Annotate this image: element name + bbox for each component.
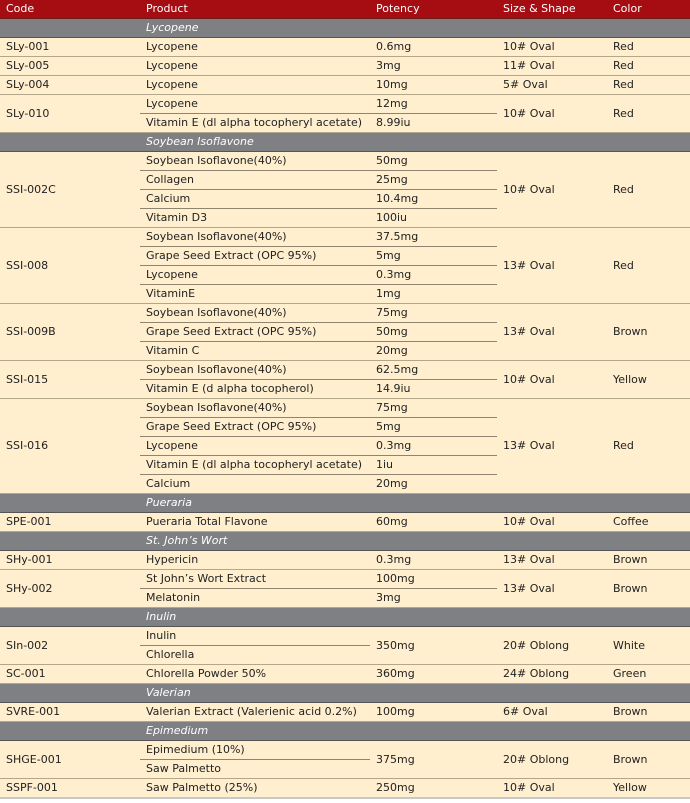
size-shape-cell: 10# Oval [497, 95, 607, 133]
table-row [0, 399, 690, 418]
group-spacer [0, 608, 140, 627]
header-product: Product [140, 0, 370, 19]
product-cell: Pueraria Total Flavone [140, 513, 370, 532]
potency-cell: 250mg [370, 779, 497, 799]
product-cell: St John’s Wort Extract [140, 570, 370, 589]
potency-cell: 360mg [370, 665, 497, 684]
table-body [0, 19, 690, 799]
table-row [0, 513, 690, 532]
product-cell: Lycopene [140, 57, 370, 76]
potency-cell: 350mg [370, 627, 497, 665]
product-cell: Collagen [140, 171, 370, 190]
potency-cell: 1mg [370, 285, 497, 304]
code-cell: SHGE-001 [0, 741, 140, 779]
product-cell: Soybean Isoflavone(40%) [140, 399, 370, 418]
product-cell: Grape Seed Extract (OPC 95%) [140, 247, 370, 266]
potency-cell: 0.3mg [370, 437, 497, 456]
color-cell: Brown [607, 304, 690, 361]
header-size-shape: Size & Shape [497, 0, 607, 19]
potency-cell: 1iu [370, 456, 497, 475]
color-cell: Yellow [607, 779, 690, 799]
product-cell: Grape Seed Extract (OPC 95%) [140, 418, 370, 437]
table-row [0, 228, 690, 247]
table-row [0, 38, 690, 57]
product-cell: Calcium [140, 475, 370, 494]
product-cell: Chlorella [140, 646, 370, 665]
size-shape-cell: 13# Oval [497, 570, 607, 608]
product-cell: Lycopene [140, 38, 370, 57]
potency-cell: 3mg [370, 57, 497, 76]
product-cell: Epimedium (10%) [140, 741, 370, 760]
potency-cell: 3mg [370, 589, 497, 608]
table-row [0, 361, 690, 380]
potency-cell: 20mg [370, 475, 497, 494]
product-cell: Vitamin C [140, 342, 370, 361]
table-row [0, 304, 690, 323]
product-cell: Vitamin E (d alpha tocopherol) [140, 380, 370, 399]
potency-cell: 5mg [370, 247, 497, 266]
group-name: Inulin [140, 608, 690, 627]
group-row [0, 608, 690, 627]
group-name: Pueraria [140, 494, 690, 513]
group-spacer [0, 494, 140, 513]
table-row [0, 703, 690, 722]
product-cell: Lycopene [140, 266, 370, 285]
group-name: Epimedium [140, 722, 690, 741]
product-cell: Chlorella Powder 50% [140, 665, 370, 684]
product-cell: Hypericin [140, 551, 370, 570]
code-cell: SLy-005 [0, 57, 140, 76]
product-cell: Vitamin E (dl alpha tocopheryl acetate) [140, 114, 370, 133]
table-row [0, 741, 690, 760]
color-cell: Brown [607, 741, 690, 779]
header-code: Code [0, 0, 140, 19]
size-shape-cell: 13# Oval [497, 304, 607, 361]
product-cell: Valerian Extract (Valerienic acid 0.2%) [140, 703, 370, 722]
potency-cell: 60mg [370, 513, 497, 532]
size-shape-cell: 5# Oval [497, 76, 607, 95]
potency-cell: 62.5mg [370, 361, 497, 380]
color-cell: Brown [607, 570, 690, 608]
group-row [0, 19, 690, 38]
product-cell: Soybean Isoflavone(40%) [140, 152, 370, 171]
code-cell: SPE-001 [0, 513, 140, 532]
product-cell: Calcium [140, 190, 370, 209]
product-cell: VitaminE [140, 285, 370, 304]
product-cell: Soybean Isoflavone(40%) [140, 228, 370, 247]
potency-cell: 375mg [370, 741, 497, 779]
color-cell: Yellow [607, 361, 690, 399]
product-cell: Inulin [140, 627, 370, 646]
group-spacer [0, 19, 140, 38]
color-cell: Brown [607, 551, 690, 570]
potency-cell: 37.5mg [370, 228, 497, 247]
header-color: Color [607, 0, 690, 19]
code-cell: SLy-010 [0, 95, 140, 133]
potency-cell: 75mg [370, 304, 497, 323]
potency-cell: 25mg [370, 171, 497, 190]
group-row [0, 684, 690, 703]
table-row [0, 152, 690, 171]
group-name: Valerian [140, 684, 690, 703]
header-potency: Potency [370, 0, 497, 19]
code-cell: SSI-016 [0, 399, 140, 494]
table-row [0, 95, 690, 114]
potency-cell: 10.4mg [370, 190, 497, 209]
product-cell: Lycopene [140, 95, 370, 114]
size-shape-cell: 13# Oval [497, 551, 607, 570]
table-row [0, 551, 690, 570]
table-row [0, 627, 690, 646]
table-row [0, 779, 690, 799]
potency-cell: 0.3mg [370, 266, 497, 285]
potency-cell: 100iu [370, 209, 497, 228]
color-cell: Red [607, 76, 690, 95]
product-cell: Saw Palmetto [140, 760, 370, 779]
code-cell: SHy-001 [0, 551, 140, 570]
code-cell: SHy-002 [0, 570, 140, 608]
table-row [0, 570, 690, 589]
group-row [0, 494, 690, 513]
code-cell: SSI-002C [0, 152, 140, 228]
size-shape-cell: 20# Oblong [497, 741, 607, 779]
color-cell: White [607, 627, 690, 665]
color-cell: Red [607, 228, 690, 304]
table-row [0, 57, 690, 76]
group-spacer [0, 532, 140, 551]
potency-cell: 100mg [370, 703, 497, 722]
product-cell: Soybean Isoflavone(40%) [140, 304, 370, 323]
potency-cell: 50mg [370, 323, 497, 342]
product-cell: Lycopene [140, 437, 370, 456]
group-name: Lycopene [140, 19, 690, 38]
product-cell: Saw Palmetto (25%) [140, 779, 370, 799]
product-cell: Melatonin [140, 589, 370, 608]
group-name: St. John’s Wort [140, 532, 690, 551]
color-cell: Coffee [607, 513, 690, 532]
potency-cell: 8.99iu [370, 114, 497, 133]
size-shape-cell: 13# Oval [497, 228, 607, 304]
code-cell: SSI-009B [0, 304, 140, 361]
group-spacer [0, 722, 140, 741]
potency-cell: 0.3mg [370, 551, 497, 570]
group-spacer [0, 133, 140, 152]
table-row [0, 665, 690, 684]
size-shape-cell: 11# Oval [497, 57, 607, 76]
potency-cell: 75mg [370, 399, 497, 418]
code-cell: SSI-015 [0, 361, 140, 399]
product-cell: Soybean Isoflavone(40%) [140, 361, 370, 380]
table-header-row [0, 0, 690, 19]
potency-cell: 50mg [370, 152, 497, 171]
potency-cell: 0.6mg [370, 38, 497, 57]
size-shape-cell: 24# Oblong [497, 665, 607, 684]
color-cell: Red [607, 57, 690, 76]
product-cell: Lycopene [140, 76, 370, 95]
size-shape-cell: 10# Oval [497, 152, 607, 228]
potency-cell: 100mg [370, 570, 497, 589]
code-cell: SLy-004 [0, 76, 140, 95]
code-cell: SIn-002 [0, 627, 140, 665]
potency-cell: 20mg [370, 342, 497, 361]
product-cell: Vitamin D3 [140, 209, 370, 228]
color-cell: Red [607, 38, 690, 57]
size-shape-cell: 10# Oval [497, 779, 607, 799]
code-cell: SLy-001 [0, 38, 140, 57]
size-shape-cell: 10# Oval [497, 361, 607, 399]
group-spacer [0, 684, 140, 703]
color-cell: Red [607, 399, 690, 494]
code-cell: SSPF-001 [0, 779, 140, 799]
size-shape-cell: 10# Oval [497, 513, 607, 532]
color-cell: Red [607, 95, 690, 133]
size-shape-cell: 10# Oval [497, 38, 607, 57]
color-cell: Red [607, 152, 690, 228]
group-row [0, 133, 690, 152]
code-cell: SSI-008 [0, 228, 140, 304]
size-shape-cell: 6# Oval [497, 703, 607, 722]
product-cell: Grape Seed Extract (OPC 95%) [140, 323, 370, 342]
potency-cell: 14.9iu [370, 380, 497, 399]
code-cell: SC-001 [0, 665, 140, 684]
group-name: Soybean Isoflavone [140, 133, 690, 152]
group-row [0, 722, 690, 741]
product-cell: Vitamin E (dl alpha tocopheryl acetate) [140, 456, 370, 475]
code-cell: SVRE-001 [0, 703, 140, 722]
potency-cell: 5mg [370, 418, 497, 437]
potency-cell: 12mg [370, 95, 497, 114]
color-cell: Brown [607, 703, 690, 722]
size-shape-cell: 20# Oblong [497, 627, 607, 665]
group-row [0, 532, 690, 551]
potency-cell: 10mg [370, 76, 497, 95]
size-shape-cell: 13# Oval [497, 399, 607, 494]
table-row [0, 76, 690, 95]
color-cell: Green [607, 665, 690, 684]
